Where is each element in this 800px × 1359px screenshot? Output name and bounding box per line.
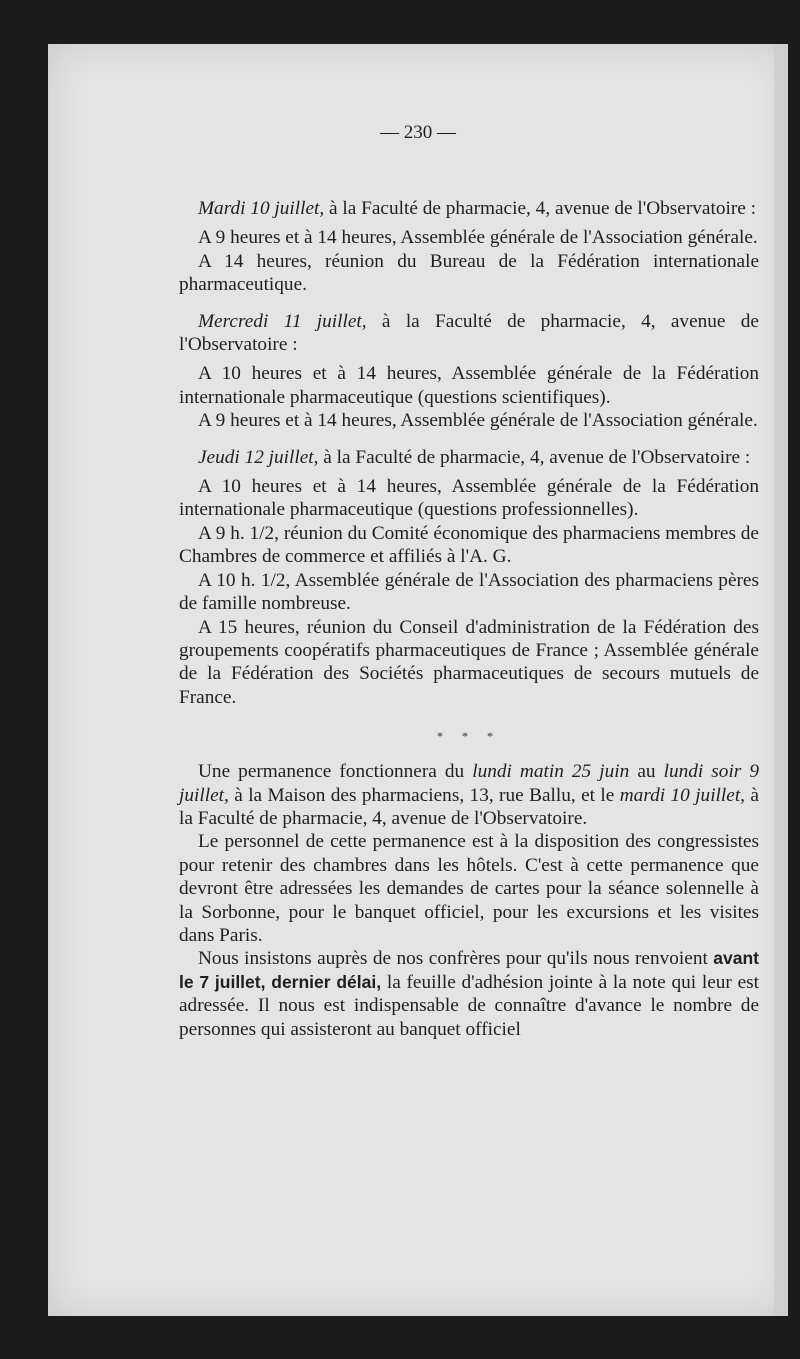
date-italic: mardi 10 juillet,	[619, 784, 746, 806]
deadline-bold: avant le 7 juillet, dernier délai,	[179, 948, 759, 992]
permanence-paragraph	[179, 760, 759, 830]
day-label: Jeudi 12 juillet,	[198, 446, 319, 468]
page-number: — 230 —	[380, 122, 456, 143]
place-text: à la Faculté de pharmacie, 4, avenue de l'Observatoire :	[318, 446, 751, 468]
schedule-item: A 9 h. 1/2, réunion du Comité économique des pharmaciens membres de Chambres de commerce et affiliés à l'A. G.	[179, 522, 759, 568]
schedule-heading-mercredi	[179, 310, 759, 357]
day-label: Mercredi 11 juillet,	[198, 310, 367, 332]
place-text: à la Faculté de pharmacie, 4, avenue de l'Observatoire :	[179, 310, 759, 356]
day-label: Mardi 10 juillet,	[198, 198, 325, 219]
schedule-heading-jeudi	[179, 446, 759, 469]
text-run: à la Maison des pharmaciens, 13, rue Ballu, et le	[228, 784, 620, 806]
text-run: à la Faculté de pharmacie, 4, avenue de l'Observatoire.	[179, 784, 759, 829]
text-run: la feuille d'adhésion jointe à la note qui leur est adressée. Il nous est indispensable de connaître d'avance le nombre de personnes qui assisteront au banquet officiel	[179, 971, 759, 1040]
page-body	[179, 197, 759, 1041]
personnel-paragraph: Le personnel de cette permanence est à la disposition des congressistes pour retenir des chambres dans les hôtels. C'est à cette permanence que devront être adressées les demandes de cartes pour la séance solennelle à la Sorbonne, pour le banquet officiel, pour les excursions et les visites dans Paris.	[179, 831, 759, 946]
insistons-paragraph	[179, 947, 759, 1041]
date-italic: lundi matin 25 juin	[472, 761, 630, 783]
text-run: Une permanence fonctionnera du	[198, 761, 473, 783]
document-page	[48, 44, 788, 1316]
schedule-item: A 10 h. 1/2, Assemblée générale de l'Association des pharmaciens pères de famille nombreuse.	[179, 569, 759, 615]
date-italic: lundi soir 9 juillet,	[179, 761, 760, 806]
schedule-item: A 9 heures et à 14 heures, Assemblée générale de l'Association générale.	[198, 227, 758, 249]
schedule-item: A 9 heures et à 14 heures, Assemblée générale de l'Association générale.	[198, 410, 758, 432]
schedule-item: A 10 heures et à 14 heures, Assemblée générale de la Fédération internationale pharmaceutique (questions professionnelles).	[179, 476, 759, 521]
section-separator: * * *	[437, 729, 501, 744]
schedule-item: A 15 heures, réunion du Conseil d'administration de la Fédération des groupements coopératifs pharmaceutiques de France ; Assemblée générale de la Fédération des Sociétés pharmaceutiques de secours mutuels de France.	[179, 616, 759, 708]
schedule-item: A 10 heures et à 14 heures, Assemblée générale de la Fédération internationale pharmaceutique (questions scientifiques).	[179, 363, 759, 408]
schedule-heading-mardi	[179, 197, 759, 220]
schedule-item: A 14 heures, réunion du Bureau de la Fédération internationale pharmaceutique.	[179, 250, 759, 296]
text-run: Nous insistons auprès de nos confrères pour qu'ils nous renvoient	[198, 948, 714, 970]
text-run: au	[629, 761, 664, 783]
page-spine	[774, 44, 788, 1316]
place-text: à la Faculté de pharmacie, 4, avenue de l'Observatoire :	[324, 198, 756, 219]
